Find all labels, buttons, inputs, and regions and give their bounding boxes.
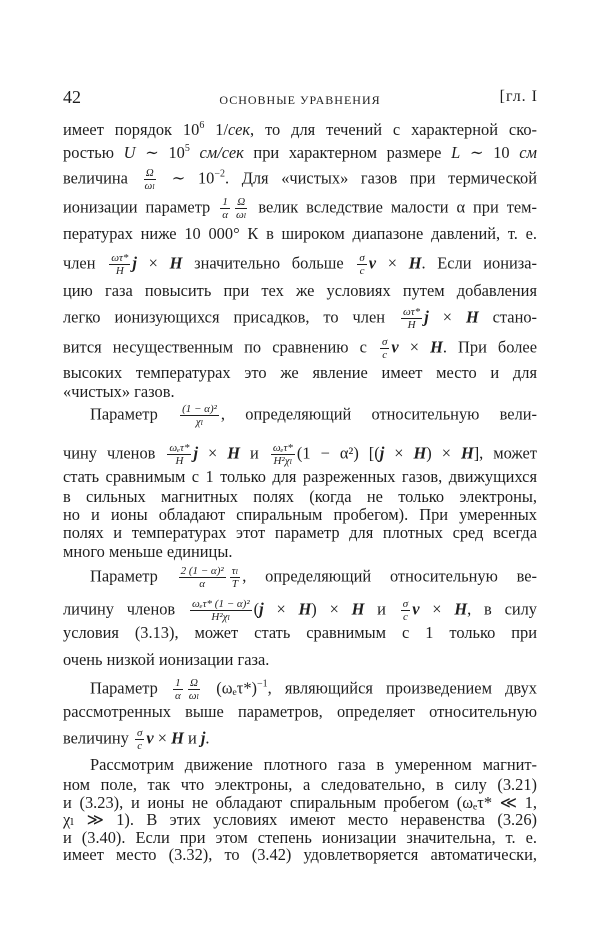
text-run: высоких температурах это же явление имеет место и для — [63, 363, 537, 382]
text-run: ], может — [473, 443, 537, 463]
text-run: , в силу — [467, 599, 537, 619]
math-fraction — [271, 442, 295, 467]
text-run: и (3.40). Если при этом степень ионизации значительна, т. е. — [63, 828, 537, 847]
text-run: ∼ 10 — [158, 168, 215, 188]
text-run: и (3.23), и ионы не обладают спиральным пробегом (ωₑτ* ≪ 1, — [63, 793, 537, 812]
text-run: . — [205, 728, 210, 748]
math-vector: j — [424, 307, 429, 327]
text-line — [63, 505, 537, 525]
fraction-denominator: α — [199, 578, 206, 590]
fraction-numerator: σ — [402, 598, 409, 610]
superscript: −1 — [257, 678, 268, 690]
text-run: × — [263, 599, 299, 619]
math-fraction — [190, 598, 252, 623]
text-line — [63, 727, 537, 752]
fraction-denominator: H²χₗ — [273, 455, 293, 467]
text-line — [63, 702, 537, 722]
math-italic: см/сек — [199, 143, 244, 162]
math-vector: H — [460, 443, 474, 463]
text-run: и — [240, 443, 269, 463]
fraction-numerator: ωₑτ* — [272, 442, 293, 454]
math-vector: H — [351, 599, 365, 619]
math-vector: H — [227, 443, 241, 463]
fraction-denominator: T — [231, 578, 239, 590]
math-fraction — [234, 196, 248, 221]
text-run: при характерном размере — [243, 143, 452, 162]
text-run: легко ионизующихся присадков, то член — [63, 307, 399, 327]
fraction-numerator: 1 — [175, 677, 181, 689]
fraction-denominator: c — [382, 349, 388, 361]
fraction-denominator: χₗ — [195, 416, 204, 428]
superscript: 6 — [199, 120, 205, 131]
text-run: (1 − α²) [( — [296, 443, 380, 463]
text-line — [63, 650, 537, 670]
math-vector: H — [298, 599, 312, 619]
text-run: × — [376, 253, 409, 273]
fraction-numerator: Ω — [145, 167, 154, 179]
text-run: × — [136, 253, 170, 273]
text-run: стано- — [478, 307, 537, 327]
text-run: имеет порядок 10 — [63, 120, 200, 139]
text-run: × — [384, 443, 414, 463]
text-run: × — [198, 443, 228, 463]
math-vector: v — [391, 337, 399, 357]
text-run — [190, 143, 200, 162]
math-italic: см — [519, 143, 537, 162]
math-fraction — [179, 565, 226, 590]
text-line — [63, 167, 537, 192]
math-fraction — [109, 252, 130, 277]
text-run: член — [63, 253, 108, 273]
fraction-numerator: ωₑτ* (1 − α)² — [191, 598, 250, 610]
math-vector: v — [146, 728, 154, 748]
text-run: . При более — [442, 337, 537, 357]
text-run: но и ионы обладают спиральным пробегом). При умеренных — [63, 505, 537, 524]
math-fraction — [380, 336, 389, 361]
math-fraction — [167, 442, 191, 467]
chapter-reference: [гл. I — [499, 88, 538, 105]
text-run: 1/ — [204, 120, 229, 139]
text-run: . Для «чистых» газов при термической — [224, 168, 537, 188]
text-line — [63, 224, 537, 244]
text-run: , определяющий относительную ве- — [242, 566, 537, 586]
fraction-denominator: c — [403, 611, 408, 623]
math-vector: j — [259, 599, 264, 619]
fraction-numerator: ωₑτ* — [169, 442, 190, 454]
math-fraction — [401, 598, 410, 623]
text-run: рассмотренных выше параметров, определяет относительную — [63, 702, 537, 721]
fraction-denominator: α — [174, 690, 181, 702]
math-fraction — [143, 167, 157, 192]
text-line — [63, 120, 537, 140]
text-run: χₗ ≫ 1). В этих условиях имеют место неравенства (3.26) — [63, 810, 537, 829]
text-line — [63, 523, 537, 543]
text-run: имеет место (3.32), то (3.42) удовлетворяется автоматически, — [63, 845, 537, 864]
text-run: чину членов — [63, 443, 166, 463]
text-run: велик вследствие малости α при тем- — [250, 197, 537, 217]
text-run: цию газа повысить при тех же условиях путем добавления — [63, 281, 537, 300]
superscript: −2 — [214, 168, 225, 180]
math-vector: v — [412, 599, 420, 619]
text-run: и — [364, 599, 399, 619]
math-vector: v — [368, 253, 377, 273]
math-italic: сек — [228, 120, 251, 139]
text-run: . Если иониза- — [421, 253, 537, 273]
text-run: Рассмотрим движение плотного газа в умеренном магнит- — [90, 755, 537, 774]
text-line — [63, 143, 537, 163]
math-fraction — [173, 677, 183, 702]
text-run: ∼ 10 — [460, 143, 520, 162]
text-run: ( — [253, 599, 260, 619]
text-run: ном поле, так что электроны, а следовательно, в силу (3.21) — [63, 775, 537, 794]
fraction-denominator: c — [359, 265, 365, 277]
fraction-numerator: 2 (1 − α)² — [180, 565, 224, 577]
text-run: , определяющий относительную вели- — [220, 404, 537, 424]
fraction-numerator: 1 — [222, 196, 228, 208]
math-fraction — [180, 403, 219, 428]
fraction-denominator: c — [137, 740, 143, 752]
text-run: ростью — [63, 143, 124, 162]
fraction-numerator: Ω — [189, 677, 198, 689]
fraction-denominator: α — [222, 209, 228, 221]
text-run: (ωₑτ*) — [203, 678, 257, 698]
text-run: ионизации параметр — [63, 197, 219, 217]
text-line — [90, 755, 537, 775]
math-fraction — [187, 677, 201, 702]
text-line — [63, 442, 537, 467]
fraction-denominator: H — [407, 319, 416, 331]
math-fraction — [220, 196, 230, 221]
fraction-numerator: Ω — [237, 196, 246, 208]
text-run: вится несущественным по сравнению с — [63, 337, 378, 357]
text-run: условия (3.13), может стать сравнимым с 1 только при — [63, 623, 537, 642]
fraction-numerator: τₗ — [231, 565, 239, 577]
text-run: значительно больше — [182, 253, 356, 273]
text-line — [63, 542, 537, 562]
fraction-numerator: σ — [381, 336, 388, 348]
math-vector: H — [465, 307, 479, 327]
math-italic: U — [123, 143, 136, 162]
math-vector: j — [379, 443, 385, 463]
text-line — [63, 196, 537, 221]
text-run: пературах ниже 10 000° К в широком диапазоне давлений, т. е. — [63, 224, 537, 243]
text-run: величину — [63, 728, 133, 748]
math-fraction — [401, 306, 422, 331]
text-run: полях и температурах этот параметр для плотных сред всегда — [63, 523, 537, 542]
text-run: стать сравнимым с 1 только для разреженных газов, движущихся — [63, 467, 537, 486]
fraction-numerator: σ — [359, 252, 365, 264]
text-line — [63, 252, 537, 277]
text-run: ∼ 10 — [135, 143, 185, 162]
fraction-numerator: σ — [136, 727, 143, 739]
text-line — [63, 845, 537, 865]
text-line — [90, 565, 537, 590]
text-line — [63, 775, 537, 795]
fraction-denominator: ωₗ — [188, 690, 200, 702]
text-line — [63, 487, 537, 507]
text-run: в сильных магнитных полях (когда не только электроны, — [63, 487, 537, 506]
text-run: × — [153, 728, 172, 748]
math-fraction — [357, 252, 366, 277]
text-run: Параметр — [90, 404, 179, 424]
fraction-numerator: ωτ* — [111, 252, 129, 264]
fraction-denominator: H — [175, 455, 184, 467]
text-run: и — [183, 728, 201, 748]
text-line — [63, 623, 537, 643]
fraction-denominator: ωₗ — [144, 180, 155, 192]
text-line — [90, 403, 537, 428]
math-vector: j — [132, 253, 137, 273]
text-line — [90, 677, 537, 702]
math-fraction — [230, 565, 241, 590]
text-line — [63, 467, 537, 487]
math-vector: j — [193, 443, 199, 463]
text-run: × — [428, 307, 466, 327]
text-line — [63, 336, 537, 361]
text-run: очень низкой ионизации газа. — [63, 650, 270, 669]
text-line — [63, 306, 537, 331]
math-vector: H — [413, 443, 427, 463]
page-number: 42 — [63, 87, 81, 107]
fraction-denominator: H²χₗ — [211, 611, 231, 623]
math-vector: H — [408, 253, 422, 273]
text-run: «чистых» газов. — [63, 382, 175, 401]
text-line — [63, 810, 537, 830]
fraction-numerator: (1 − α)² — [182, 403, 217, 415]
fraction-denominator: H — [115, 265, 124, 277]
text-line — [63, 363, 537, 383]
math-vector: H — [171, 728, 184, 748]
math-italic: L — [451, 143, 461, 162]
fraction-denominator: ωₗ — [236, 209, 247, 221]
text-run: Параметр — [90, 678, 171, 698]
text-line — [63, 382, 537, 402]
math-vector: H — [430, 337, 443, 357]
text-run: Параметр — [90, 566, 177, 586]
math-vector: H — [454, 599, 468, 619]
text-run: личину членов — [63, 599, 188, 619]
text-run: много меньше единицы. — [63, 542, 233, 561]
text-line — [63, 281, 537, 301]
text-run: ) × — [426, 443, 461, 463]
text-run: × — [398, 337, 431, 357]
text-run: величина — [63, 168, 141, 188]
math-vector: H — [169, 253, 183, 273]
text-run: , то для течений с характерной ско- — [250, 120, 537, 139]
text-run: ) × — [311, 599, 352, 619]
text-run: × — [419, 599, 455, 619]
math-fraction — [135, 727, 144, 752]
superscript: 5 — [184, 143, 190, 154]
running-title: ОСНОВНЫЕ УРАВНЕНИЯ — [219, 93, 381, 107]
fraction-numerator: ωτ* — [402, 306, 421, 318]
text-run: , являющийся произведением двух — [267, 678, 537, 698]
math-vector: j — [200, 728, 206, 748]
text-line — [63, 598, 537, 623]
